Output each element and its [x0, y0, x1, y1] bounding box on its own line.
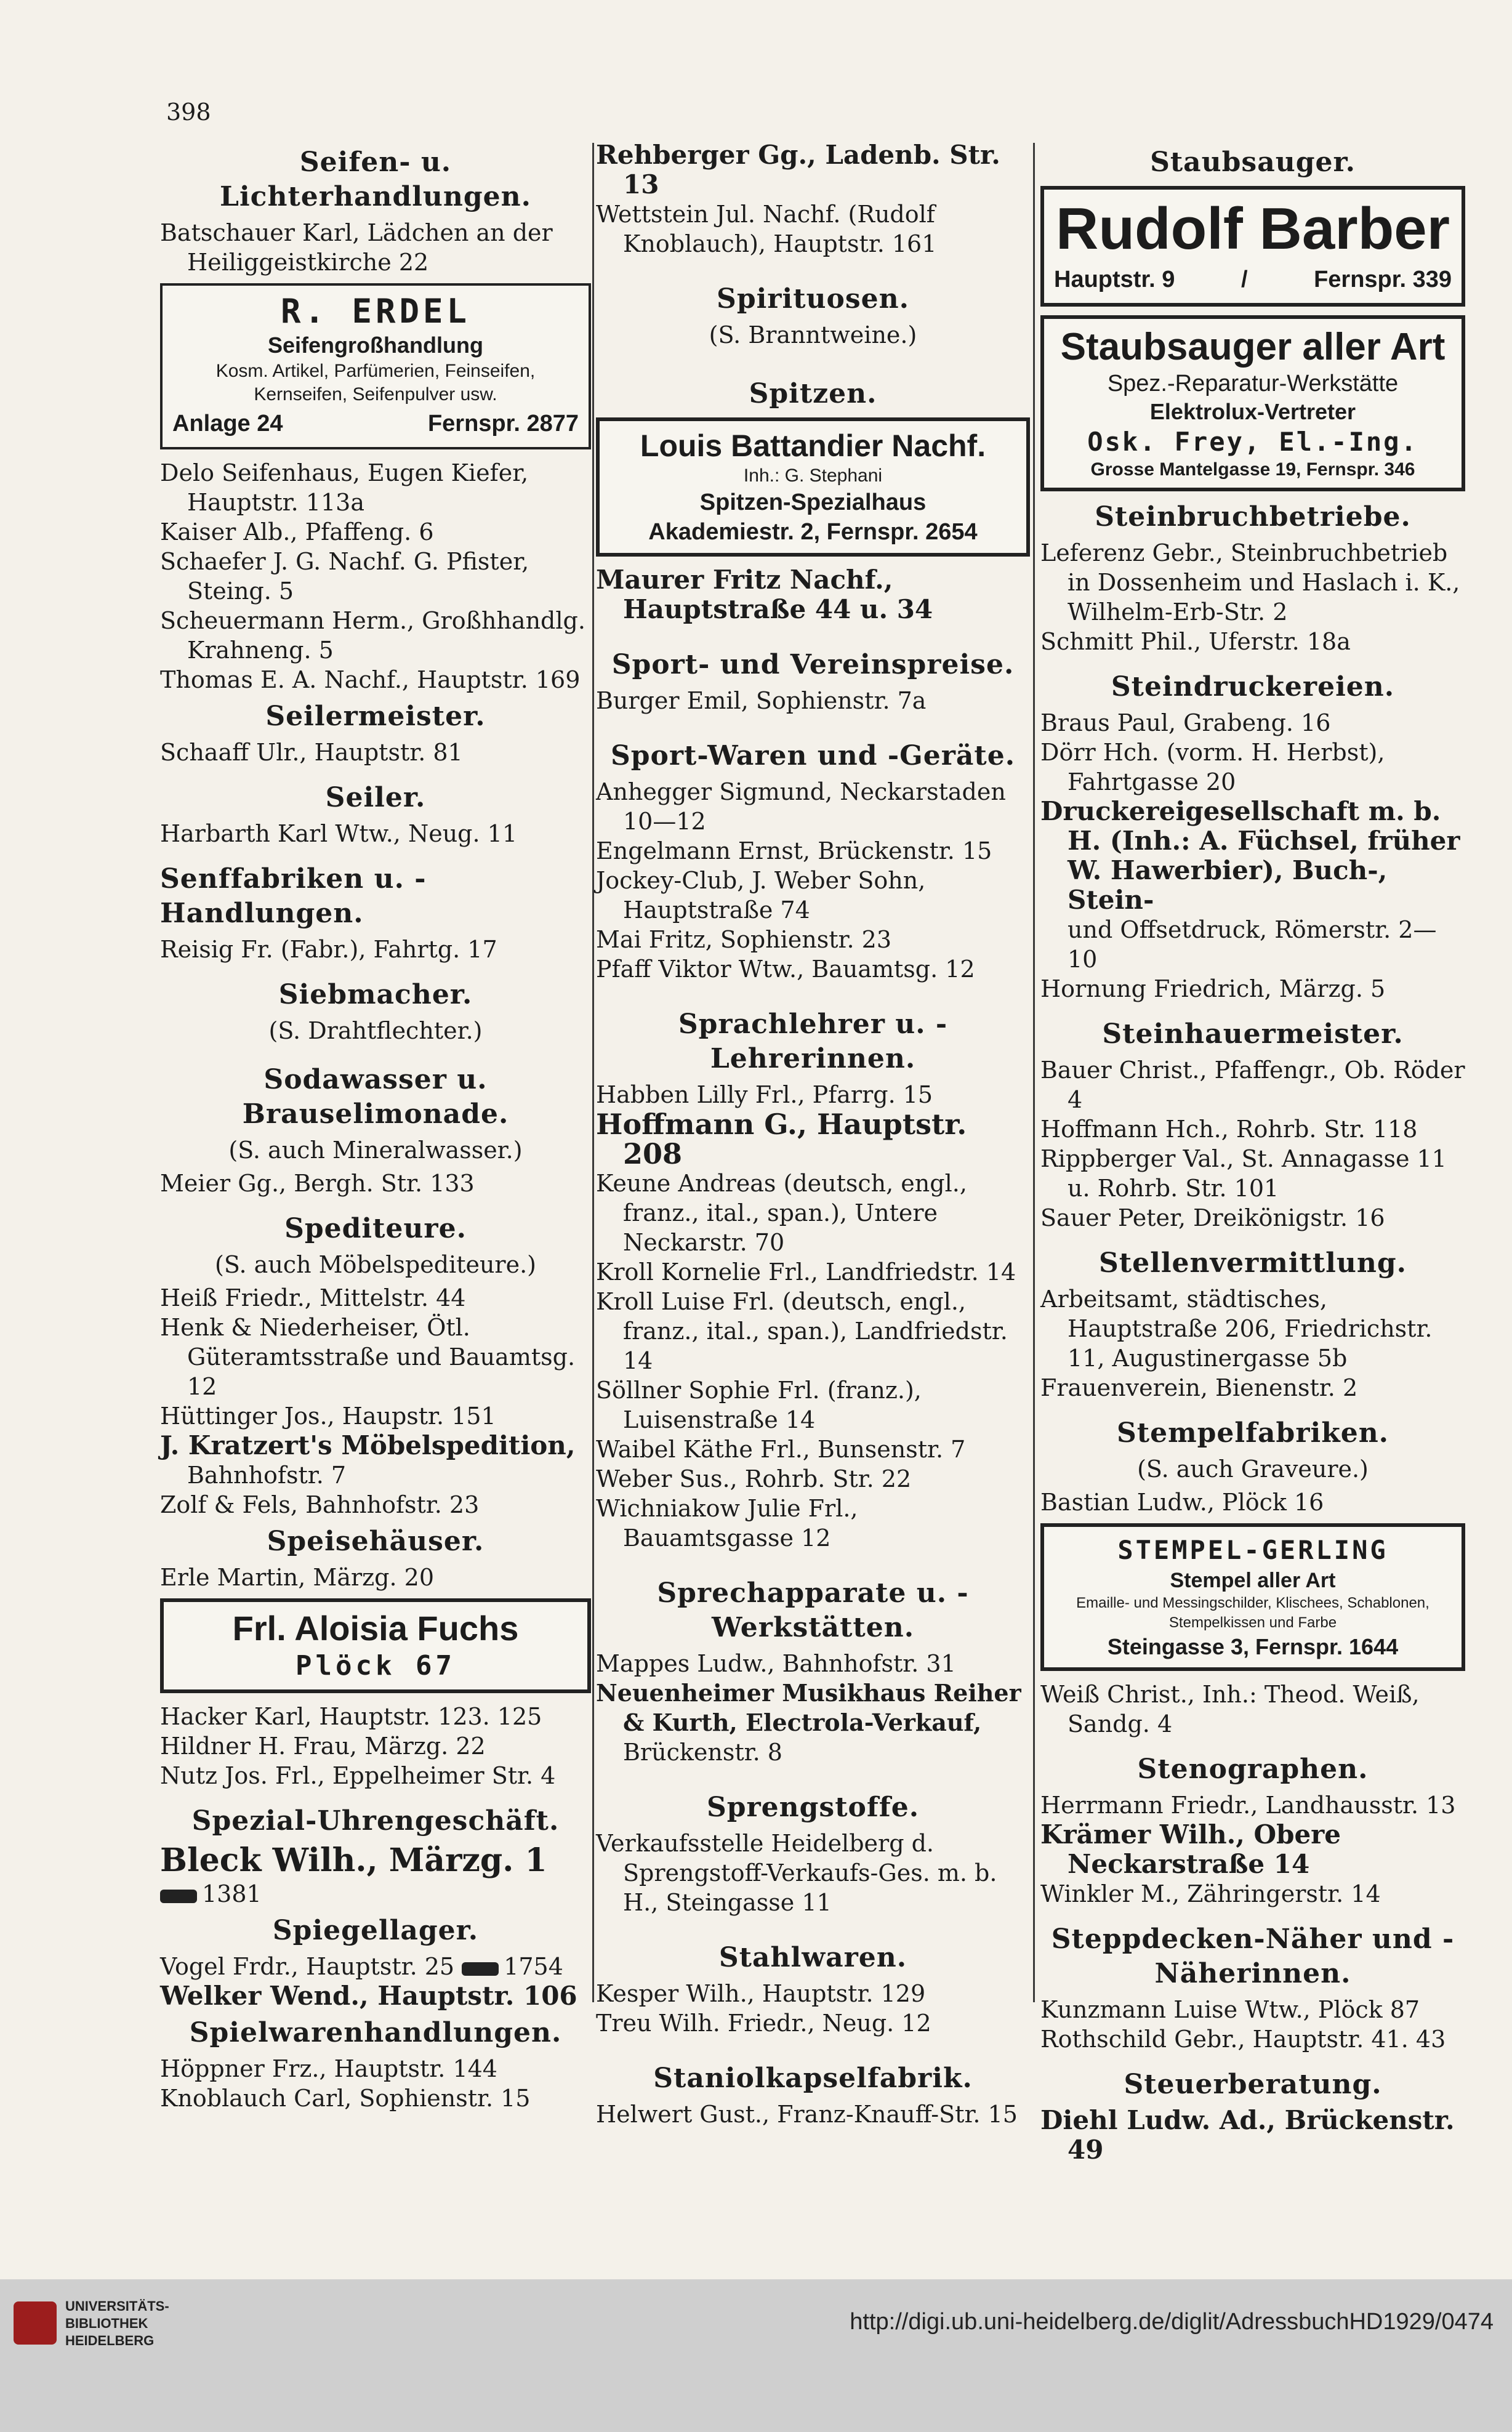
ad-barber — [1040, 186, 1465, 307]
entry: Mappes Ludw., Bahnhofstr. 31 — [596, 1650, 956, 1677]
entry: Anhegger Sigmund, Neckarstaden 10—12 — [596, 778, 1006, 835]
section-heading: Sprachlehrer u. -Lehrerinnen. — [678, 1009, 948, 1074]
section-heading: Seilermeister. — [265, 701, 486, 732]
section-heading: Siebmacher. — [278, 979, 473, 1010]
ad-line: Emaille- und Messingschilder, Klischees, Schablonen, Stempelkissen und Farbe — [1076, 1595, 1430, 1631]
see-also: (S. auch Graveure.) — [1137, 1456, 1369, 1483]
entry: Sauer Peter, Dreikönigstr. 16 — [1040, 1204, 1385, 1231]
entry: Kroll Luise Frl. (deutsch, engl., franz., ital., span.), Landfriedstr. 14 — [596, 1288, 1008, 1374]
section-heading: Steindruckereien. — [1111, 671, 1395, 703]
entry: Helwert Gust., Franz-Knauff-Str. 15 — [596, 2101, 1018, 2128]
column-divider — [1033, 143, 1035, 2002]
entry: Braus Paul, Grabeng. 16 — [1040, 709, 1331, 736]
entry: Waibel Käthe Frl., Bunsenstr. 7 — [596, 1436, 966, 1463]
telephone-icon — [462, 1962, 499, 1976]
entry: Weiß Christ., Inh.: Theod. Weiß, Sandg. 4 — [1040, 1681, 1420, 1737]
section-heading: Sprengstoffe. — [706, 1792, 920, 1823]
entry: Druckereigesellschaft m. b. H. (Inh.: A. Füchsel, früher W. Hawerbier), Buch-, Stein- — [1040, 796, 1460, 915]
entry: Bahnhofstr. 7 — [187, 1462, 347, 1489]
section-heading: Staubsauger. — [1150, 147, 1356, 178]
entry: Rothschild Gebr., Hauptstr. 41. 43 — [1040, 2026, 1446, 2053]
entry: Mai Fritz, Sophienstr. 23 — [596, 926, 892, 953]
section-heading: Seifen- u. Lichterhandlungen. — [220, 147, 531, 212]
entry: Engelmann Ernst, Brückenstr. 15 — [596, 837, 992, 864]
entry: Hacker Karl, Hauptstr. 123. 125 — [160, 1703, 542, 1730]
library-name-line: BIBLIOTHEK — [65, 2316, 148, 2331]
entry: Knoblauch Carl, Sophienstr. 15 — [160, 2085, 531, 2112]
entry: Kroll Kornelie Frl., Landfriedstr. 14 — [596, 1258, 1016, 1286]
section-heading: Steinbruchbetriebe. — [1095, 501, 1411, 533]
entry: Hüttinger Jos., Haupstr. 151 — [160, 1403, 496, 1430]
entry: Verkaufsstelle Heidelberg d. Sprengstoff-Verkaufs-Ges. m. b. H., Steingasse 11 — [596, 1830, 997, 1916]
column-right — [1040, 140, 1465, 2165]
ad-line: Elektrolux-Vertreter — [1149, 399, 1356, 424]
entry: Rippberger Val., St. Annagasse 11 u. Rohrb. Str. 101 — [1040, 1145, 1447, 1202]
ad-gerling — [1040, 1523, 1465, 1671]
entry: Herrmann Friedr., Landhausstr. 13 — [1040, 1792, 1456, 1819]
entry: Heiß Friedr., Mittelstr. 44 — [160, 1284, 466, 1311]
footer-bar — [0, 2279, 1512, 2432]
entry: Höppner Frz., Hauptstr. 144 — [160, 2055, 497, 2082]
section-heading: Steuerberatung. — [1124, 2069, 1382, 2100]
section-heading: Sport- und Vereinspreise. — [611, 649, 1015, 680]
entry: Burger Emil, Sophienstr. 7a — [596, 687, 927, 714]
entry: Nutz Jos. Frl., Eppelheimer Str. 4 — [160, 1762, 556, 1789]
column-divider — [592, 143, 594, 2002]
ad-title: STEMPEL-GERLING — [1117, 1535, 1388, 1565]
entry: Wettstein Jul. Nachf. (Rudolf Knoblauch), Hauptstr. 161 — [596, 201, 937, 257]
ad-owner: Inh.: G. Stephani — [743, 465, 883, 486]
entry: Dörr Hch. (vorm. H. Herbst), Fahrtgasse 20 — [1040, 739, 1385, 795]
library-logo-icon — [14, 2301, 57, 2345]
library-name-line: HEIDELBERG — [65, 2333, 155, 2348]
ad-line: Seifengroßhandlung — [268, 332, 483, 358]
entry: Bastian Ludw., Plöck 16 — [1040, 1489, 1324, 1516]
entry: Thomas E. A. Nachf., Hauptstr. 169 — [160, 666, 581, 693]
entry: Frauenverein, Bienenstr. 2 — [1040, 1374, 1358, 1401]
entry — [160, 1952, 591, 1981]
entry: Neuenheimer Musikhaus Reiher & Kurth, Electrola-Verkauf, — [596, 1679, 1021, 1736]
entry: Keune Andreas (deutsch, engl., franz., ital., span.), Untere Neckarstr. 70 — [596, 1170, 967, 1256]
entry-phone — [160, 1879, 591, 1909]
entry: Kunzmann Luise Wtw., Plöck 87 — [1040, 1996, 1420, 2023]
ad-line: Spitzen-Spezialhaus — [699, 489, 927, 515]
entry: Hoffmann Hch., Rohrb. Str. 118 — [1040, 1116, 1418, 1143]
entry: Krämer Wilh., Obere Neckarstraße 14 — [1040, 1819, 1341, 1879]
section-heading: Spielwarenhandlungen. — [189, 2017, 562, 2048]
entry: Wichniakow Julie Frl., Bauamtsgasse 12 — [596, 1495, 858, 1552]
entry: Harbarth Karl Wtw., Neug. 11 — [160, 820, 518, 847]
entry: Meier Gg., Bergh. Str. 133 — [160, 1170, 475, 1197]
see-also: (S. auch Möbelspediteure.) — [215, 1251, 536, 1278]
section-heading: Seiler. — [325, 782, 426, 813]
entry: Jockey-Club, J. Weber Sohn, Hauptstraße 74 — [596, 867, 926, 924]
entry-text: Vogel Frdr., Hauptstr. 25 — [160, 1953, 455, 1980]
ad-title: Frl. Aloisia Fuchs — [232, 1609, 519, 1648]
entry: Zolf & Fels, Bahnhofstr. 23 — [160, 1491, 480, 1518]
library-name-line: UNIVERSITÄTS- — [65, 2298, 169, 2314]
section-heading: Spitzen. — [749, 378, 877, 409]
entry: und Offsetdruck, Römerstr. 2—10 — [1068, 916, 1437, 973]
section-heading: Spiegellager. — [272, 1915, 479, 1946]
entry: Delo Seifenhaus, Eugen Kiefer, Hauptstr. 113a — [160, 459, 529, 516]
entry: Batschauer Karl, Lädchen an der Heiliggeistkirche 22 — [160, 219, 553, 276]
page-number: 398 — [166, 99, 211, 126]
entry: Bleck Wilh., Märzg. 1 — [160, 1842, 547, 1879]
ad-phone: Fernspr. 2877 — [427, 411, 579, 437]
entry: Söllner Sophie Frl. (franz.), Luisenstraße 14 — [596, 1377, 922, 1433]
ad-fuchs — [160, 1598, 591, 1693]
section-heading: Staniolkapselfabrik. — [653, 2063, 973, 2094]
entry: Pfaff Viktor Wtw., Bauamtsg. 12 — [596, 956, 975, 983]
phone-number: 1754 — [504, 1953, 563, 1980]
entry: Winkler M., Zähringerstr. 14 — [1040, 1880, 1381, 1907]
ad-address: Hauptstr. 9 — [1054, 267, 1175, 292]
ad-title: Rudolf Barber — [1055, 196, 1450, 262]
entry: Kaiser Alb., Pfaffeng. 6 — [160, 518, 434, 546]
entry: Rehberger Gg., Ladenb. Str. 13 — [596, 140, 1000, 199]
entry: Kesper Wilh., Hauptstr. 129 — [596, 1980, 926, 2007]
section-heading: Sport-Waren und -Geräte. — [610, 740, 1016, 771]
entry: Schaefer J. G. Nachf. G. Pfister, Steing. 5 — [160, 548, 529, 605]
section-heading: Speisehäuser. — [267, 1526, 485, 1557]
ad-title: Louis Battandier Nachf. — [640, 429, 986, 463]
section-heading: Stempelfabriken. — [1116, 1417, 1389, 1449]
source-url[interactable]: http://digi.ub.uni-heidelberg.de/diglit/AdressbuchHD1929/0474 — [850, 2309, 1494, 2335]
entry: Erle Martin, Märzg. 20 — [160, 1564, 434, 1591]
telephone-icon — [160, 1890, 197, 1903]
entry: Weber Sus., Rohrb. Str. 22 — [596, 1465, 912, 1492]
ad-address: Grosse Mantelgasse 19, Fernspr. 346 — [1090, 459, 1415, 480]
column-middle — [596, 140, 1030, 2129]
section-heading: Spediteure. — [284, 1213, 467, 1244]
entry: Brückenstr. 8 — [623, 1739, 782, 1766]
ad-address: Akademiestr. 2, Fernspr. 2654 — [648, 519, 978, 545]
entry: Leferenz Gebr., Steinbruchbetrieb in Dossenheim und Haslach i. K., Wilhelm-Erb-Str. 2 — [1040, 539, 1460, 626]
entry: Diehl Ludw. Ad., Brückenstr. 49 — [1040, 2105, 1455, 2165]
entry: Reisig Fr. (Fabr.), Fahrtg. 17 — [160, 936, 497, 963]
entry: Hildner H. Frau, Märzg. 22 — [160, 1733, 486, 1760]
entry: Treu Wilh. Friedr., Neug. 12 — [596, 2010, 931, 2037]
section-heading: Spezial-Uhrengeschäft. — [191, 1805, 560, 1837]
section-heading: Stahlwaren. — [718, 1942, 907, 1973]
section-heading: Stellenvermittlung. — [1099, 1247, 1407, 1279]
entry: Habben Lilly Frl., Pfarrg. 15 — [596, 1081, 933, 1108]
phone-number: 1381 — [202, 1880, 262, 1907]
see-also: (S. Drahtflechter.) — [268, 1017, 483, 1044]
see-also: (S. Branntweine.) — [709, 321, 917, 348]
entry: Hornung Friedrich, Märzg. 5 — [1040, 975, 1386, 1002]
ad-erdel — [160, 283, 591, 449]
ad-battandier — [596, 417, 1030, 557]
see-also: (S. auch Mineralwasser.) — [228, 1137, 523, 1164]
ad-title: R. ERDEL — [280, 292, 471, 331]
section-heading: Steinhauermeister. — [1102, 1018, 1404, 1050]
entry: Schmitt Phil., Uferstr. 18a — [1040, 628, 1351, 655]
entry: Schaaff Ulr., Hauptstr. 81 — [160, 739, 463, 766]
section-heading: Spirituosen. — [717, 283, 909, 315]
ad-frey — [1040, 315, 1465, 491]
section-heading: Sprechapparate u. -Werkstätten. — [657, 1577, 969, 1643]
column-left — [160, 140, 591, 2113]
library-name — [65, 2298, 169, 2349]
entry: Scheuermann Herm., Großhhandlg. Krahneng. 5 — [160, 607, 585, 664]
section-heading: Steppdecken-Näher und -Näherinnen. — [1051, 1923, 1455, 1989]
section-heading: Stenographen. — [1137, 1754, 1369, 1785]
entry: Bauer Christ., Pfaffengr., Ob. Röder 4 — [1040, 1057, 1465, 1113]
ad-line: Stempel aller Art — [1170, 1569, 1336, 1592]
ad-separator: / — [1241, 267, 1248, 292]
ad-phone: Fernspr. 339 — [1314, 267, 1452, 292]
entry: Henk & Niederheiser, Ötl. Güteramtsstraße und Bauamtsg. 12 — [160, 1314, 576, 1400]
ad-name: Osk. Frey, El.-Ing. — [1087, 427, 1418, 457]
ad-line: Kosm. Artikel, Parfümerien, Feinseifen, Kernseifen, Seifenpulver usw. — [215, 361, 536, 405]
entry: Welker Wend., Hauptstr. 106 — [160, 1981, 577, 2011]
ad-title: Staubsauger aller Art — [1060, 326, 1446, 368]
entry: Maurer Fritz Nachf., Hauptstraße 44 u. 34 — [596, 565, 933, 624]
entry: Hoffmann G., Hauptstr. 208 — [596, 1108, 967, 1170]
ad-address: Steingasse 3, Fernspr. 1644 — [1107, 1634, 1399, 1659]
entry: J. Kratzert's Möbelspedition, — [160, 1430, 576, 1460]
ad-address: Anlage 24 — [172, 411, 283, 437]
entry: Arbeitsamt, städtisches, Hauptstraße 206, Friedrichstr. 11, Augustinergasse 5b — [1040, 1286, 1433, 1372]
section-heading: Senffabriken u. -Handlungen. — [160, 863, 427, 929]
ad-line: Spez.-Reparatur-Werkstätte — [1107, 371, 1399, 397]
ad-address: Plöck 67 — [296, 1650, 456, 1681]
section-heading: Sodawasser u. Brauselimonade. — [242, 1064, 509, 1130]
